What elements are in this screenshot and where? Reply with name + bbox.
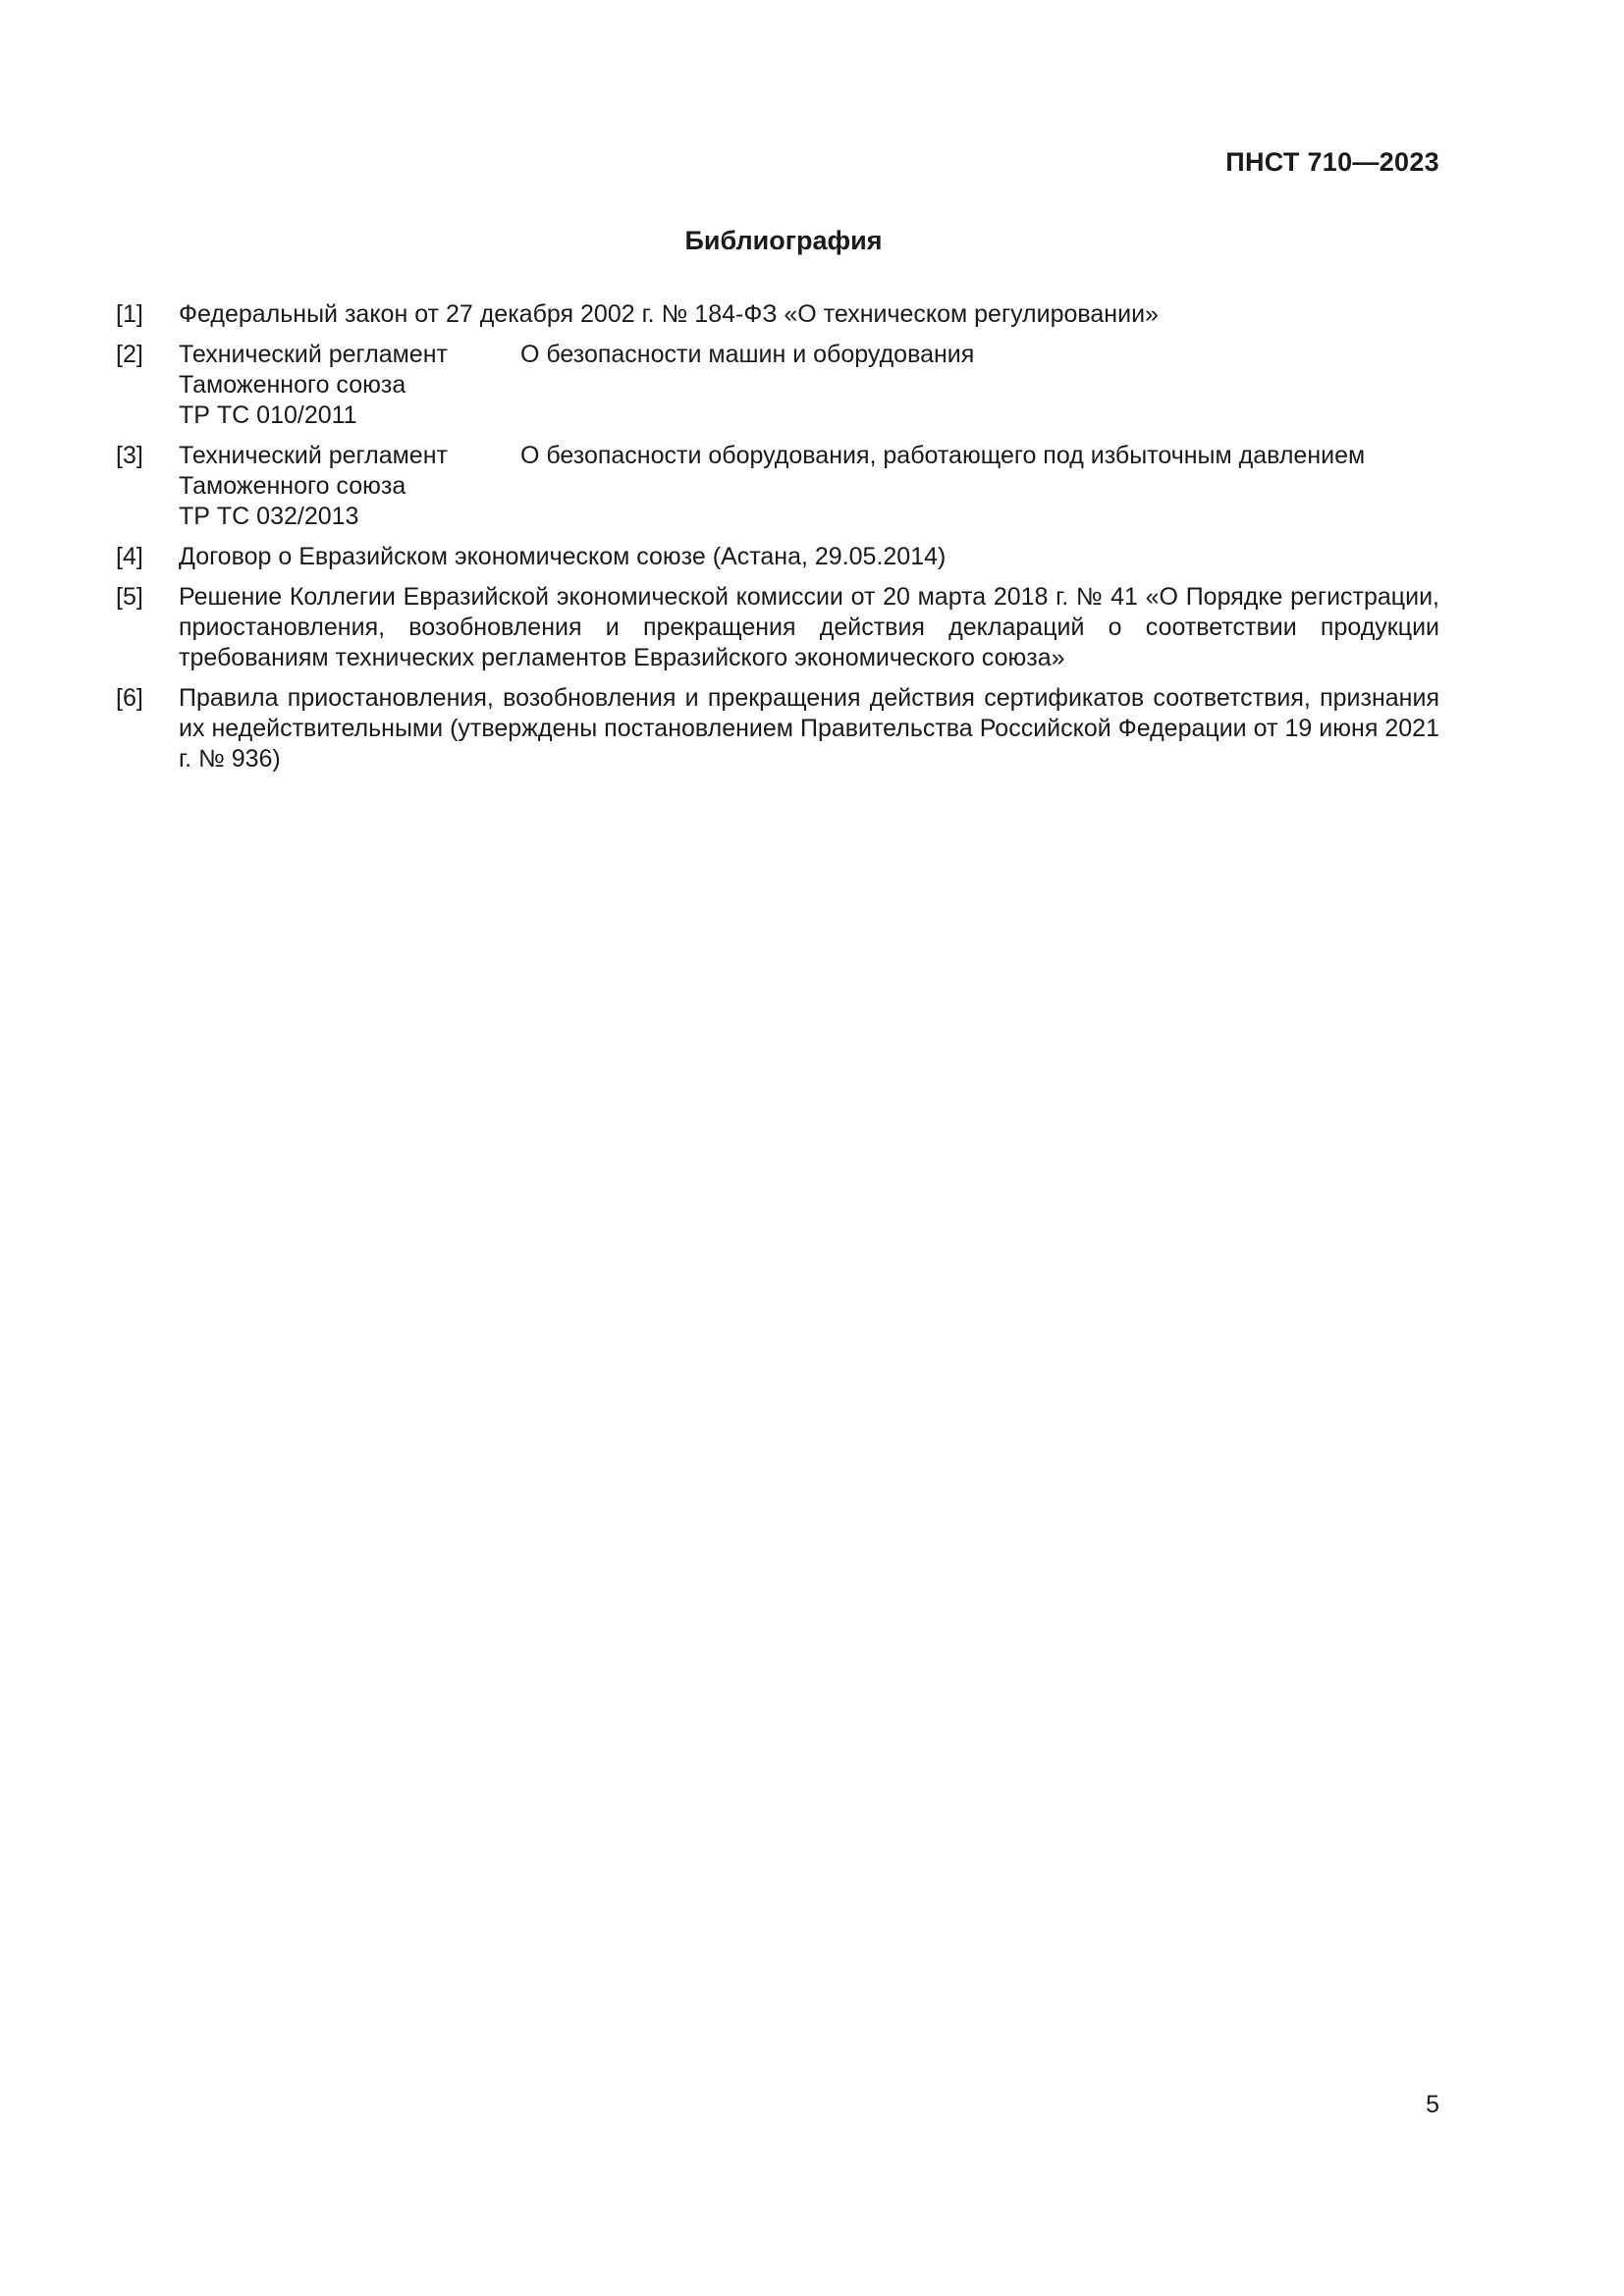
bibliography-entry-4 (116, 542, 1439, 572)
regulation-name (179, 441, 520, 532)
regulation-subject: О безопасности машин и оборудования (520, 341, 975, 368)
page-number: 5 (1426, 2091, 1439, 2118)
entry-text: Решение Коллегии Евразийской экономической комиссии от 20 марта 2018 г. № 41 «О Порядке регистрации, приостановления, возобновления и прекращения действия деклараций о соответствии продукции требованиям технических регламентов Евразийского экономического союза» (179, 583, 1439, 671)
entry-number: [5] (116, 583, 143, 611)
entry-number: [6] (116, 684, 143, 712)
regulation-name-line: ТР ТС 032/2013 (179, 503, 359, 530)
regulation-name-line: ТР ТС 010/2011 (179, 401, 357, 429)
bibliography-entry-3 (116, 441, 1439, 532)
entry-number: [4] (116, 543, 143, 570)
bibliography-entry-1 (116, 299, 1439, 330)
entry-number: [3] (116, 442, 143, 469)
regulation-name (179, 340, 520, 431)
entry-number: [2] (116, 341, 143, 368)
entry-number: [1] (116, 300, 143, 328)
document-code: ПНСТ 710—2023 (1225, 147, 1439, 177)
entry-text: Договор о Евразийском экономическом союзе (Астана, 29.05.2014) (179, 543, 947, 570)
regulation-name-line: Технический регламент (179, 341, 448, 368)
bibliography-entry-5 (116, 582, 1439, 673)
entry-text: Федеральный закон от 27 декабря 2002 г. № 184-ФЗ «О техническом регулировании» (179, 300, 1159, 328)
bibliography-entry-6 (116, 683, 1439, 774)
entry-text: Правила приостановления, возобновления и прекращения действия сертификатов соответствия, признания их недействительными (утверждены постановлением Правительства Российской Федерации от 19 июня 2021 г. № 936) (179, 684, 1439, 773)
regulation-name-line: Технический регламент (179, 442, 448, 469)
bibliography-entry-2 (116, 340, 1439, 431)
regulation-name-line: Таможенного союза (179, 472, 406, 500)
bibliography-list (116, 299, 1439, 784)
section-title: Библиография (684, 226, 883, 255)
regulation-name-line: Таможенного союза (179, 371, 406, 399)
regulation-subject: О безопасности оборудования, работающего под избыточным давлением (520, 442, 1366, 469)
